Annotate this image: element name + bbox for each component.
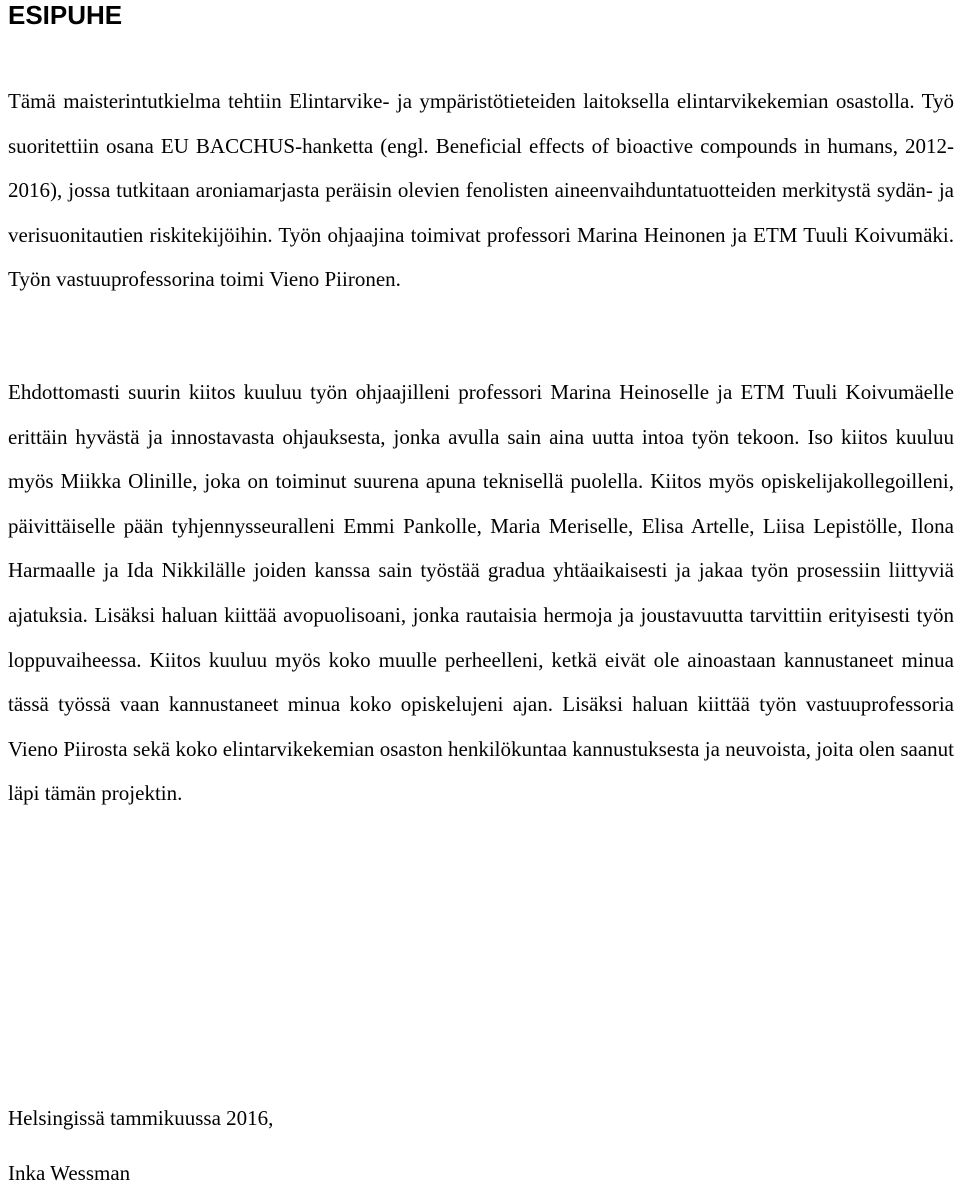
paragraph-thesis-info: Tämä maisterintutkielma tehtiin Elintarvike- ja ympäristötieteiden laitoksella elintarvikekemian osastolla. Työ suoritettiin osana EU BACCHUS-hanketta (engl. Beneficial effects of bioactive compounds in humans, 2012-2016), jossa tutkitaan aroniamarjasta peräisin olevien fenolisten aineenvaihduntatuotteiden merkitystä sydän- ja verisuonitautien riskitekijöihin. Työn ohjaajina toimivat professori Marina Heinonen ja ETM Tuuli Koivumäki. Työn vastuuprofessorina toimi Vieno Piironen. xyxy=(8,89,954,292)
place-and-date: Helsingissä tammikuussa 2016, xyxy=(8,1106,274,1130)
paragraph-acknowledgements: Ehdottomasti suurin kiitos kuuluu työn ohjaajilleni professori Marina Heinoselle ja ETM Tuuli Koivumäelle erittäin hyvästä ja innostavasta ohjauksesta, jonka avulla sain aina uutta intoa työn tekoon. Iso kiitos kuuluu myös Miikka Olinille, joka on toiminut suurena apuna teknisellä puolella. Kiitos myös opiskelijakollegoilleni, päivittäiselle pään tyhjennysseuralleni Emmi Pankolle, Maria Meriselle, Elisa Artelle, Liisa Lepistölle, Ilona Harmaalle ja Ida Nikkilälle joiden kanssa sain työstää gradua yhtäaikaisesti ja jakaa työn prosessiin liittyviä ajatuksia. Lisäksi haluan kiittää avopuolisoani, jonka rautaisia hermoja ja joustavuutta tarvittiin erityisesti työn loppuvaiheessa. Kiitos kuuluu myös koko muulle perheelleni, ketkä eivät ole ainoastaan kannustaneet minua tässä työssä vaan kannustaneet minua koko opiskelujeni ajan. Lisäksi haluan kiittää työn vastuuprofessoria Vieno Piirosta sekä koko elintarvikekemian osaston henkilökuntaa kannustuksesta ja neuvoista, joita olen saanut läpi tämän projektin. xyxy=(8,380,954,806)
page-title: ESIPUHE xyxy=(8,0,123,30)
author-name: Inka Wessman xyxy=(8,1161,131,1185)
